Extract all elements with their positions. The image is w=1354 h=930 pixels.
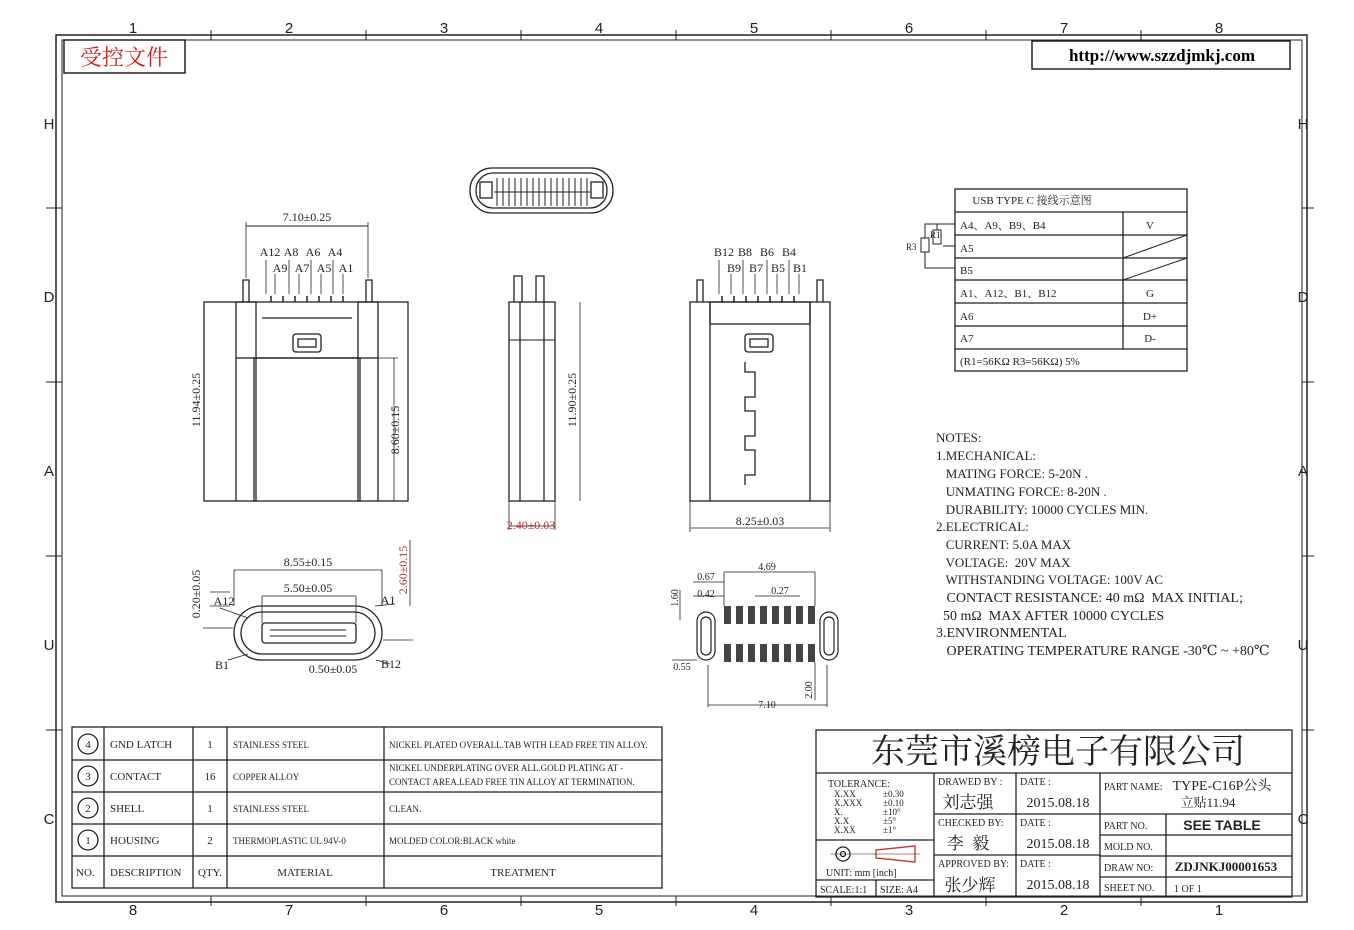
checked-by-name: 李 毅: [946, 834, 990, 853]
website-url: http://www.szzdjmkj.com: [1068, 46, 1256, 65]
sheet-no: 1 OF 1: [1174, 884, 1202, 895]
grid-label-top: 8: [1214, 20, 1224, 37]
bom-qty: 1: [207, 803, 213, 815]
end-label-b12: B12: [380, 657, 402, 671]
footprint-dim: 2.00: [804, 681, 815, 699]
grid-label-left: C: [43, 811, 55, 828]
notes-line: 2.ELECTRICAL:: [936, 519, 1029, 534]
notes-line: VOLTAGE: 20V MAX: [936, 555, 1071, 570]
bom-treatment: NICKEL PLATED OVERALL.TAB WITH LEAD FREE TIN ALLOY.: [389, 740, 648, 750]
grid-label-left: D: [43, 289, 55, 306]
tolerance-key: X.XX: [834, 825, 856, 835]
grid-label-bottom: 5: [594, 902, 604, 919]
part-no-label: PART NO.: [1104, 821, 1148, 832]
wiring-signal: V: [1146, 220, 1154, 232]
date-label: DATE :: [1020, 818, 1051, 829]
front-pin-label: A7: [294, 261, 310, 275]
part-name-label: PART NAME:: [1104, 782, 1163, 793]
footprint-dim: 4.69: [758, 562, 776, 573]
bom-qty: 16: [204, 771, 216, 783]
grid-label-bottom: 6: [439, 902, 449, 919]
front-body-dim: 8.60±0.15: [388, 405, 402, 455]
grid-label-bottom: 3: [904, 902, 914, 919]
notes-line: CONTACT RESISTANCE: 40 mΩ MAX INITIAL;: [936, 591, 1243, 606]
bom-material: STAINLESS STEEL: [233, 740, 310, 750]
wiring-note: (R1=56KΩ R3=56KΩ) 5%: [960, 356, 1080, 368]
footprint-dim: 0.42: [697, 589, 715, 600]
date-label: DATE :: [1020, 777, 1051, 788]
bom-item-no: 3: [85, 771, 91, 783]
grid-label-left: H: [43, 116, 55, 133]
tolerance-value: ±5°: [883, 816, 897, 826]
back-pin-label: B12: [713, 245, 735, 259]
date-label: DATE :: [1020, 859, 1051, 870]
front-height-dim: 11.94±0.25: [189, 372, 203, 428]
company-name: 东莞市溪榜电子有限公司: [871, 733, 1245, 771]
notes-line: 1.MECHANICAL:: [936, 448, 1037, 463]
notes-block: [936, 430, 1270, 659]
resistor-r3-label: R3: [906, 242, 917, 252]
bom-desc: GND LATCH: [110, 739, 173, 751]
grid-label-top: 5: [749, 20, 759, 37]
bom-table: [72, 727, 662, 888]
bom-item-no: 4: [85, 739, 91, 751]
front-pin-label: A12: [259, 245, 281, 259]
checked-date: 2015.08.18: [1026, 837, 1090, 852]
back-pin-label: B9: [726, 261, 742, 275]
tolerance-key: X.: [834, 807, 843, 817]
bom-header-treatment: TREATMENT: [490, 867, 556, 879]
wiring-pin: A6: [960, 311, 974, 323]
front-pin-label: A1: [338, 261, 354, 275]
footprint-dim: 0.67: [697, 572, 715, 583]
tolerance-value: ±10°: [883, 807, 901, 817]
bom-desc: SHELL: [110, 803, 145, 815]
wiring-signal: G: [1146, 288, 1154, 300]
footprint-dim: 0.55: [673, 662, 691, 673]
front-pin-label: A9: [272, 261, 288, 275]
side-height-dim: 11.90±0.25: [565, 372, 579, 428]
tolerance-label: TOLERANCE:: [828, 779, 891, 790]
bom-qty: 2: [207, 835, 213, 847]
notes-line: OPERATING TEMPERATURE RANGE -30℃ ~ +80℃: [936, 644, 1270, 659]
footprint-dim: 1.60: [670, 589, 681, 607]
grid-label-left: A: [43, 463, 55, 480]
drawn-by-label: DRAWED BY :: [938, 777, 1003, 788]
notes-line: 50 mΩ MAX AFTER 10000 CYCLES: [936, 609, 1165, 624]
bom-item-no: 2: [85, 803, 91, 815]
end-height-dim: 2.60±0.15: [396, 545, 410, 595]
wiring-table-title: USB TYPE C 接线示意图: [972, 195, 1092, 207]
end-width-dim: 8.55±0.15: [283, 555, 333, 569]
grid-label-right: D: [1297, 289, 1309, 306]
back-pin-label: B7: [748, 261, 764, 275]
notes-line: WITHSTANDING VOLTAGE: 100V AC: [936, 572, 1164, 587]
grid-label-right: C: [1297, 811, 1309, 828]
grid-label-top: 4: [594, 20, 604, 37]
bom-material: THERMOPLASTIC UL 94V-0: [233, 836, 346, 846]
bom-header-material: MATERIAL: [277, 867, 333, 879]
sheet-no-label: SHEET NO.: [1104, 883, 1155, 894]
front-width-dim: 7.10±0.25: [282, 210, 332, 224]
mold-no-label: MOLD NO.: [1104, 842, 1153, 853]
bom-treatment: NICKEL UNDERPLATING OVER ALL.GOLD PLATING AT -: [389, 763, 624, 773]
scale-label: SCALE:1:1: [820, 885, 868, 896]
bom-material: STAINLESS STEEL: [233, 804, 310, 814]
unit-label: UNIT: mm [inch]: [826, 868, 897, 879]
resistor-r1-label: R1: [930, 230, 941, 240]
wiring-signal: D-: [1144, 333, 1156, 345]
wiring-pin: A4、A9、B9、B4: [960, 220, 1046, 232]
grid-label-bottom: 8: [128, 902, 138, 919]
grid-label-left: U: [43, 637, 55, 654]
back-width-dim: 8.25±0.03: [735, 514, 785, 528]
checked-by-label: CHECKED BY:: [938, 818, 1004, 829]
tolerance-key: X.XXX: [834, 798, 863, 808]
notes-line: 3.ENVIRONMENTAL: [936, 626, 1067, 641]
part-name: TYPE-C16P公头: [1172, 779, 1272, 794]
end-offset-dim: 0.20±0.05: [189, 569, 203, 619]
bom-header-no: NO.: [76, 867, 95, 879]
front-pin-label: A4: [327, 245, 343, 259]
grid-label-top: 2: [284, 20, 294, 37]
front-pin-label: A6: [305, 245, 321, 259]
controlled-document-stamp: 受控文件: [79, 45, 169, 70]
grid-label-right: A: [1297, 463, 1309, 480]
tolerance-key: X.XX: [834, 789, 856, 799]
bom-item-no: 1: [85, 835, 91, 847]
back-view: [690, 260, 830, 532]
end-pitch-dim: 0.50±0.05: [308, 662, 358, 676]
tolerance-key: X.X: [834, 816, 850, 826]
bom-header-desc: DESCRIPTION: [110, 867, 182, 879]
wiring-pin: A5: [960, 243, 974, 255]
back-pin-label: B1: [792, 261, 808, 275]
tolerance-value: ±1°: [883, 825, 897, 835]
wiring-pin: A7: [960, 333, 974, 345]
wiring-pin: B5: [960, 265, 973, 277]
end-inner-dim: 5.50±0.05: [283, 581, 333, 595]
grid-label-bottom: 1: [1214, 902, 1224, 919]
part-no: SEE TABLE: [1183, 817, 1261, 833]
notes-title: NOTES:: [936, 430, 982, 445]
notes-line: DURABILITY: 10000 CYCLES MIN.: [936, 502, 1149, 517]
side-thickness-dim: 2.40±0.03: [506, 518, 556, 532]
grid-label-right: U: [1297, 637, 1309, 654]
drawn-by-name: 刘志强: [942, 793, 994, 812]
grid-label-top: 7: [1059, 20, 1069, 37]
top-plug-view: [470, 168, 613, 213]
back-pin-label: B8: [737, 245, 753, 259]
front-pin-label: A8: [283, 245, 299, 259]
grid-label-bottom: 4: [749, 902, 759, 919]
bom-desc: HOUSING: [110, 835, 160, 847]
size-label: SIZE: A4: [880, 885, 919, 896]
grid-label-top: 3: [439, 20, 449, 37]
bom-treatment: CLEAN.: [389, 804, 422, 814]
notes-line: UNMATING FORCE: 8-20N .: [936, 484, 1107, 499]
grid-label-bottom: 7: [284, 902, 294, 919]
wiring-signal: D+: [1142, 311, 1158, 323]
end-label-a12: A12: [213, 594, 235, 608]
notes-line: MATING FORCE: 5-20N .: [936, 466, 1089, 481]
grid-label-top: 1: [128, 20, 138, 37]
end-label-a1: A1: [380, 593, 396, 607]
bom-header-qty: QTY.: [198, 867, 222, 879]
bom-treatment: MOLDED COLOR:BLACK white: [389, 836, 516, 846]
drawn-date: 2015.08.18: [1026, 796, 1090, 811]
approved-by-label: APPROVED BY:: [938, 859, 1010, 870]
back-pin-label: B4: [781, 245, 797, 259]
bom-desc: CONTACT: [110, 771, 162, 783]
tolerance-value: ±0.30: [883, 789, 904, 799]
approved-by-name: 张少辉: [944, 876, 996, 895]
back-pin-label: B5: [770, 261, 786, 275]
bom-treatment: CONTACT AREA.LEAD FREE TIN ALLOY AT TERMINATION.: [389, 777, 635, 787]
approved-date: 2015.08.18: [1026, 878, 1090, 893]
bom-qty: 1: [207, 739, 213, 751]
front-pin-label: A5: [316, 261, 332, 275]
notes-line: CURRENT: 5.0A MAX: [936, 537, 1072, 552]
end-label-b1: B1: [214, 658, 230, 672]
part-name-2: 立贴11.94: [1180, 795, 1236, 810]
draw-no: ZDJNKJ00001653: [1174, 859, 1278, 874]
footprint-dim: 7.10: [758, 700, 776, 711]
tolerance-value: ±0.10: [883, 798, 904, 808]
draw-no-label: DRAW NO:: [1104, 863, 1154, 874]
back-pin-label: B6: [759, 245, 775, 259]
grid-label-bottom: 2: [1059, 902, 1069, 919]
bom-material: COPPER ALLOY: [233, 772, 300, 782]
wiring-pin: A1、A12、B1、B12: [960, 288, 1057, 300]
grid-label-top: 6: [904, 20, 914, 37]
footprint-dim: 0.27: [771, 586, 789, 597]
grid-label-right: H: [1297, 116, 1309, 133]
